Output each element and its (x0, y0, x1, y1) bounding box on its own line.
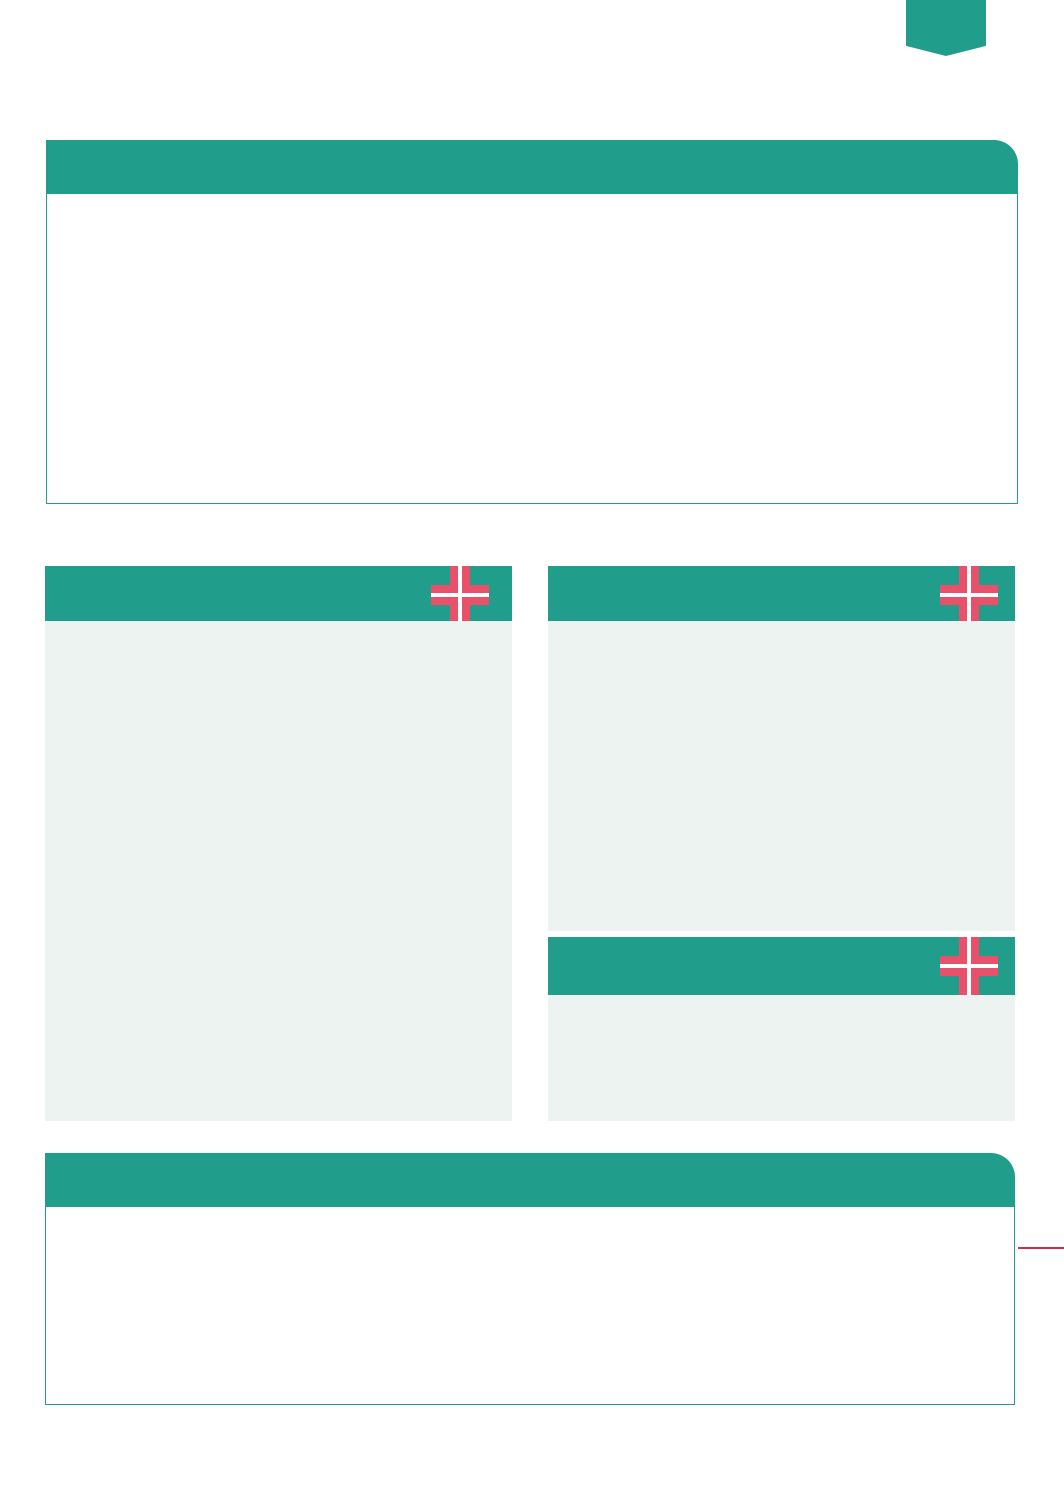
red-cross-icon (431, 566, 489, 624)
aerztlich-body (45, 621, 512, 1121)
red-cross-icon (940, 566, 998, 624)
page-divider (1018, 1247, 1064, 1249)
umliegend-body (548, 995, 1015, 1121)
sonnenschutz-header (46, 140, 1018, 194)
red-cross-icon (940, 937, 998, 995)
erinnerung-box (45, 1207, 1015, 1405)
apotheke-header (548, 566, 1015, 621)
sonnenschutz-box (46, 194, 1018, 504)
section-tab (906, 0, 986, 56)
apotheke-body (548, 621, 1015, 931)
erinnerung-header (45, 1153, 1015, 1207)
umliegend-header (548, 937, 1015, 995)
aerztlich-header (45, 566, 512, 621)
